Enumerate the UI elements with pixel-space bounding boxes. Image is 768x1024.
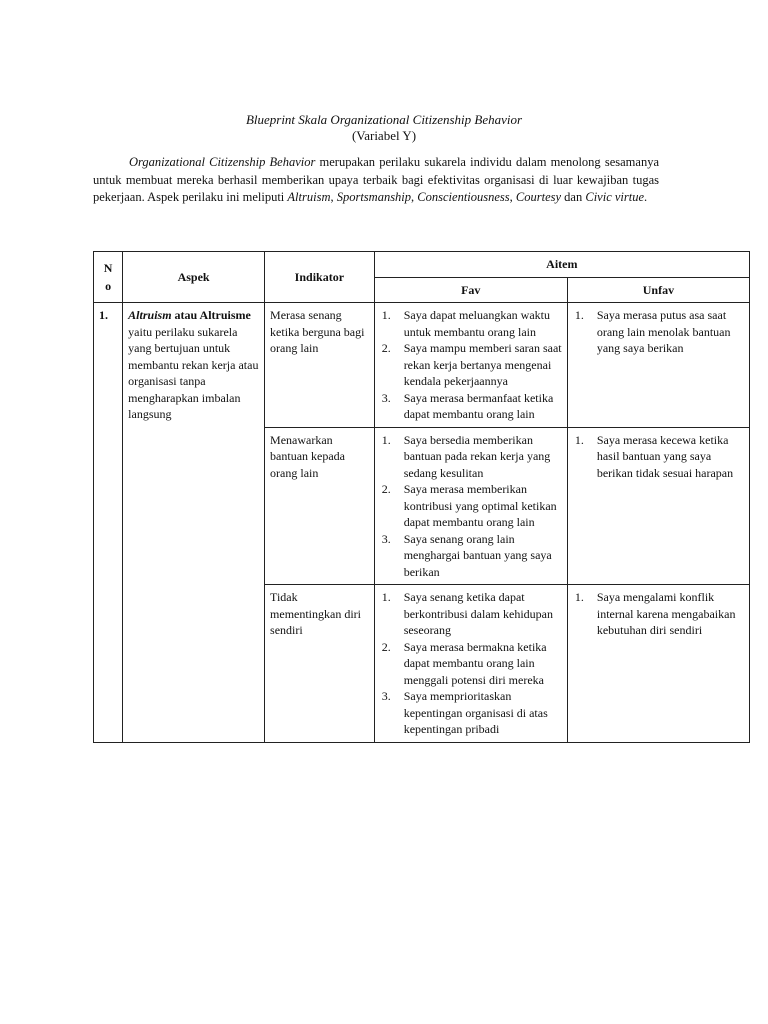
intro-separator: . [644,190,648,204]
intro-paragraph [93,154,659,207]
list-item [380,688,562,738]
aspect-courtesy: Courtesy [515,190,562,204]
item-text: Saya mampu memberi saran saat rekan kerja bertanya mengenai kendala pekerjaannya [403,341,562,388]
item-text: Saya merasa putus asa saat orang lain menolak bantuan yang saya berikan [596,308,731,355]
document-title-block [0,112,768,144]
header-aspek: Aspek [123,252,265,303]
item-number: 3. [381,531,391,546]
item-text: Saya merasa kecewa ketika hasil bantuan yang saya berikan tidak sesuai harapan [596,432,734,480]
intro-text: merupakan perilaku sukarela individu dalam menolong sesamanya untuk membuat mereka berhasil memberikan upaya terbaik bagi efektivitas organisasi di luar kewajiban tugas pekerjaan. Aspek perilaku ini meliputi [93,155,659,204]
unfav-item-list [573,432,744,482]
unfav-item-list [573,307,744,357]
intro-separator: , [330,190,337,204]
item-text: Saya senang orang lain menghargai bantuan yang saya berikan [403,531,552,579]
cell-fav [374,303,567,428]
aspect-conscientiousness: Conscientiousness [417,190,510,204]
list-item [380,307,562,340]
item-text: Saya dapat meluangkan waktu untuk membantu orang lain [403,308,550,339]
cell-indikator: Merasa senang ketika berguna bagi orang lain [265,303,375,428]
cell-unfav [567,303,749,428]
item-text: Saya mengalami konflik internal karena mengabaikan kebutuhan diri sendiri [596,590,736,637]
list-item [573,307,744,357]
item-text: Saya merasa bermanfaat ketika dapat membantu orang lain [403,390,554,421]
header-aitem: Aitem [374,252,749,278]
list-item [380,481,562,531]
cell-no: 1. [94,303,123,743]
list-item [380,432,562,482]
aspek-atau: atau [171,308,200,322]
fav-item-list [380,432,562,581]
item-text: Saya memprioritaskan kepentingan organisasi di atas kepentingan pribadi [403,689,548,736]
item-number: 1. [381,308,391,322]
fav-item-list [380,589,562,738]
intro-term: Organizational Citizenship Behavior [129,155,316,169]
aspect-sportsmanship: Sportsmanship [336,190,412,204]
unfav-item-list [573,589,744,639]
blueprint-table [93,251,750,743]
item-text: Saya merasa memberikan kontribusi yang optimal ketikan dapat membantu orang lain [403,482,557,529]
document-title: Blueprint Skala Organizational Citizenship Behavior [245,112,523,127]
aspect-altruism: Altruism [287,190,331,204]
header-no-line1: N [103,261,113,275]
item-number: 1. [574,590,584,604]
item-number: 3. [381,689,391,703]
item-number: 2. [381,639,391,654]
aspek-term: Altruism [128,308,172,322]
header-no [94,252,123,303]
list-item [380,639,562,689]
item-text: Saya bersedia memberikan bantuan pada rekan kerja yang sedang kesulitan [403,432,551,480]
cell-fav [374,427,567,585]
item-number: 1. [381,590,391,604]
fav-item-list [380,307,562,423]
intro-separator: , [509,190,516,204]
item-text: Saya senang ketika dapat berkontribusi dalam kehidupan seseorang [403,590,553,637]
document-subtitle: (Variabel Y) [351,128,417,143]
item-number: 1. [574,432,584,447]
item-number: 1. [381,432,391,447]
header-unfav: Unfav [567,277,749,303]
header-fav: Fav [374,277,567,303]
intro-separator: dan [561,190,586,204]
aspek-description: yaitu perilaku sukarela yang bertujuan untuk membantu rekan kerja atau organisasi tanpa mengharapkan imbalan langsung [128,324,259,421]
aspek-term2: Altruisme [199,308,251,322]
item-text: Saya merasa bermakna ketika dapat membantu orang lain menggali potensi diri mereka [403,639,547,687]
cell-aspek [123,303,265,743]
header-no-line2: o [105,279,112,293]
list-item [573,589,744,639]
table-header-row [94,252,750,278]
cell-indikator: Menawarkan bantuan kepada orang lain [265,427,375,585]
item-number: 2. [381,341,391,355]
aspect-civic-virtue: Civic virtue [585,190,645,204]
cell-fav [374,585,567,743]
item-number: 2. [381,482,391,496]
list-item [380,531,562,581]
item-number: 1. [574,308,584,322]
cell-indikator: Tidak mementingkan diri sendiri [265,585,375,743]
list-item [573,432,744,482]
table-row [94,303,750,428]
table-body [94,303,750,743]
list-item [380,589,562,639]
list-item [380,390,562,423]
cell-unfav [567,585,749,743]
list-item [380,340,562,390]
item-number: 3. [381,390,391,405]
intro-separator: , [411,190,418,204]
cell-unfav [567,427,749,585]
header-indikator: Indikator [265,252,375,303]
